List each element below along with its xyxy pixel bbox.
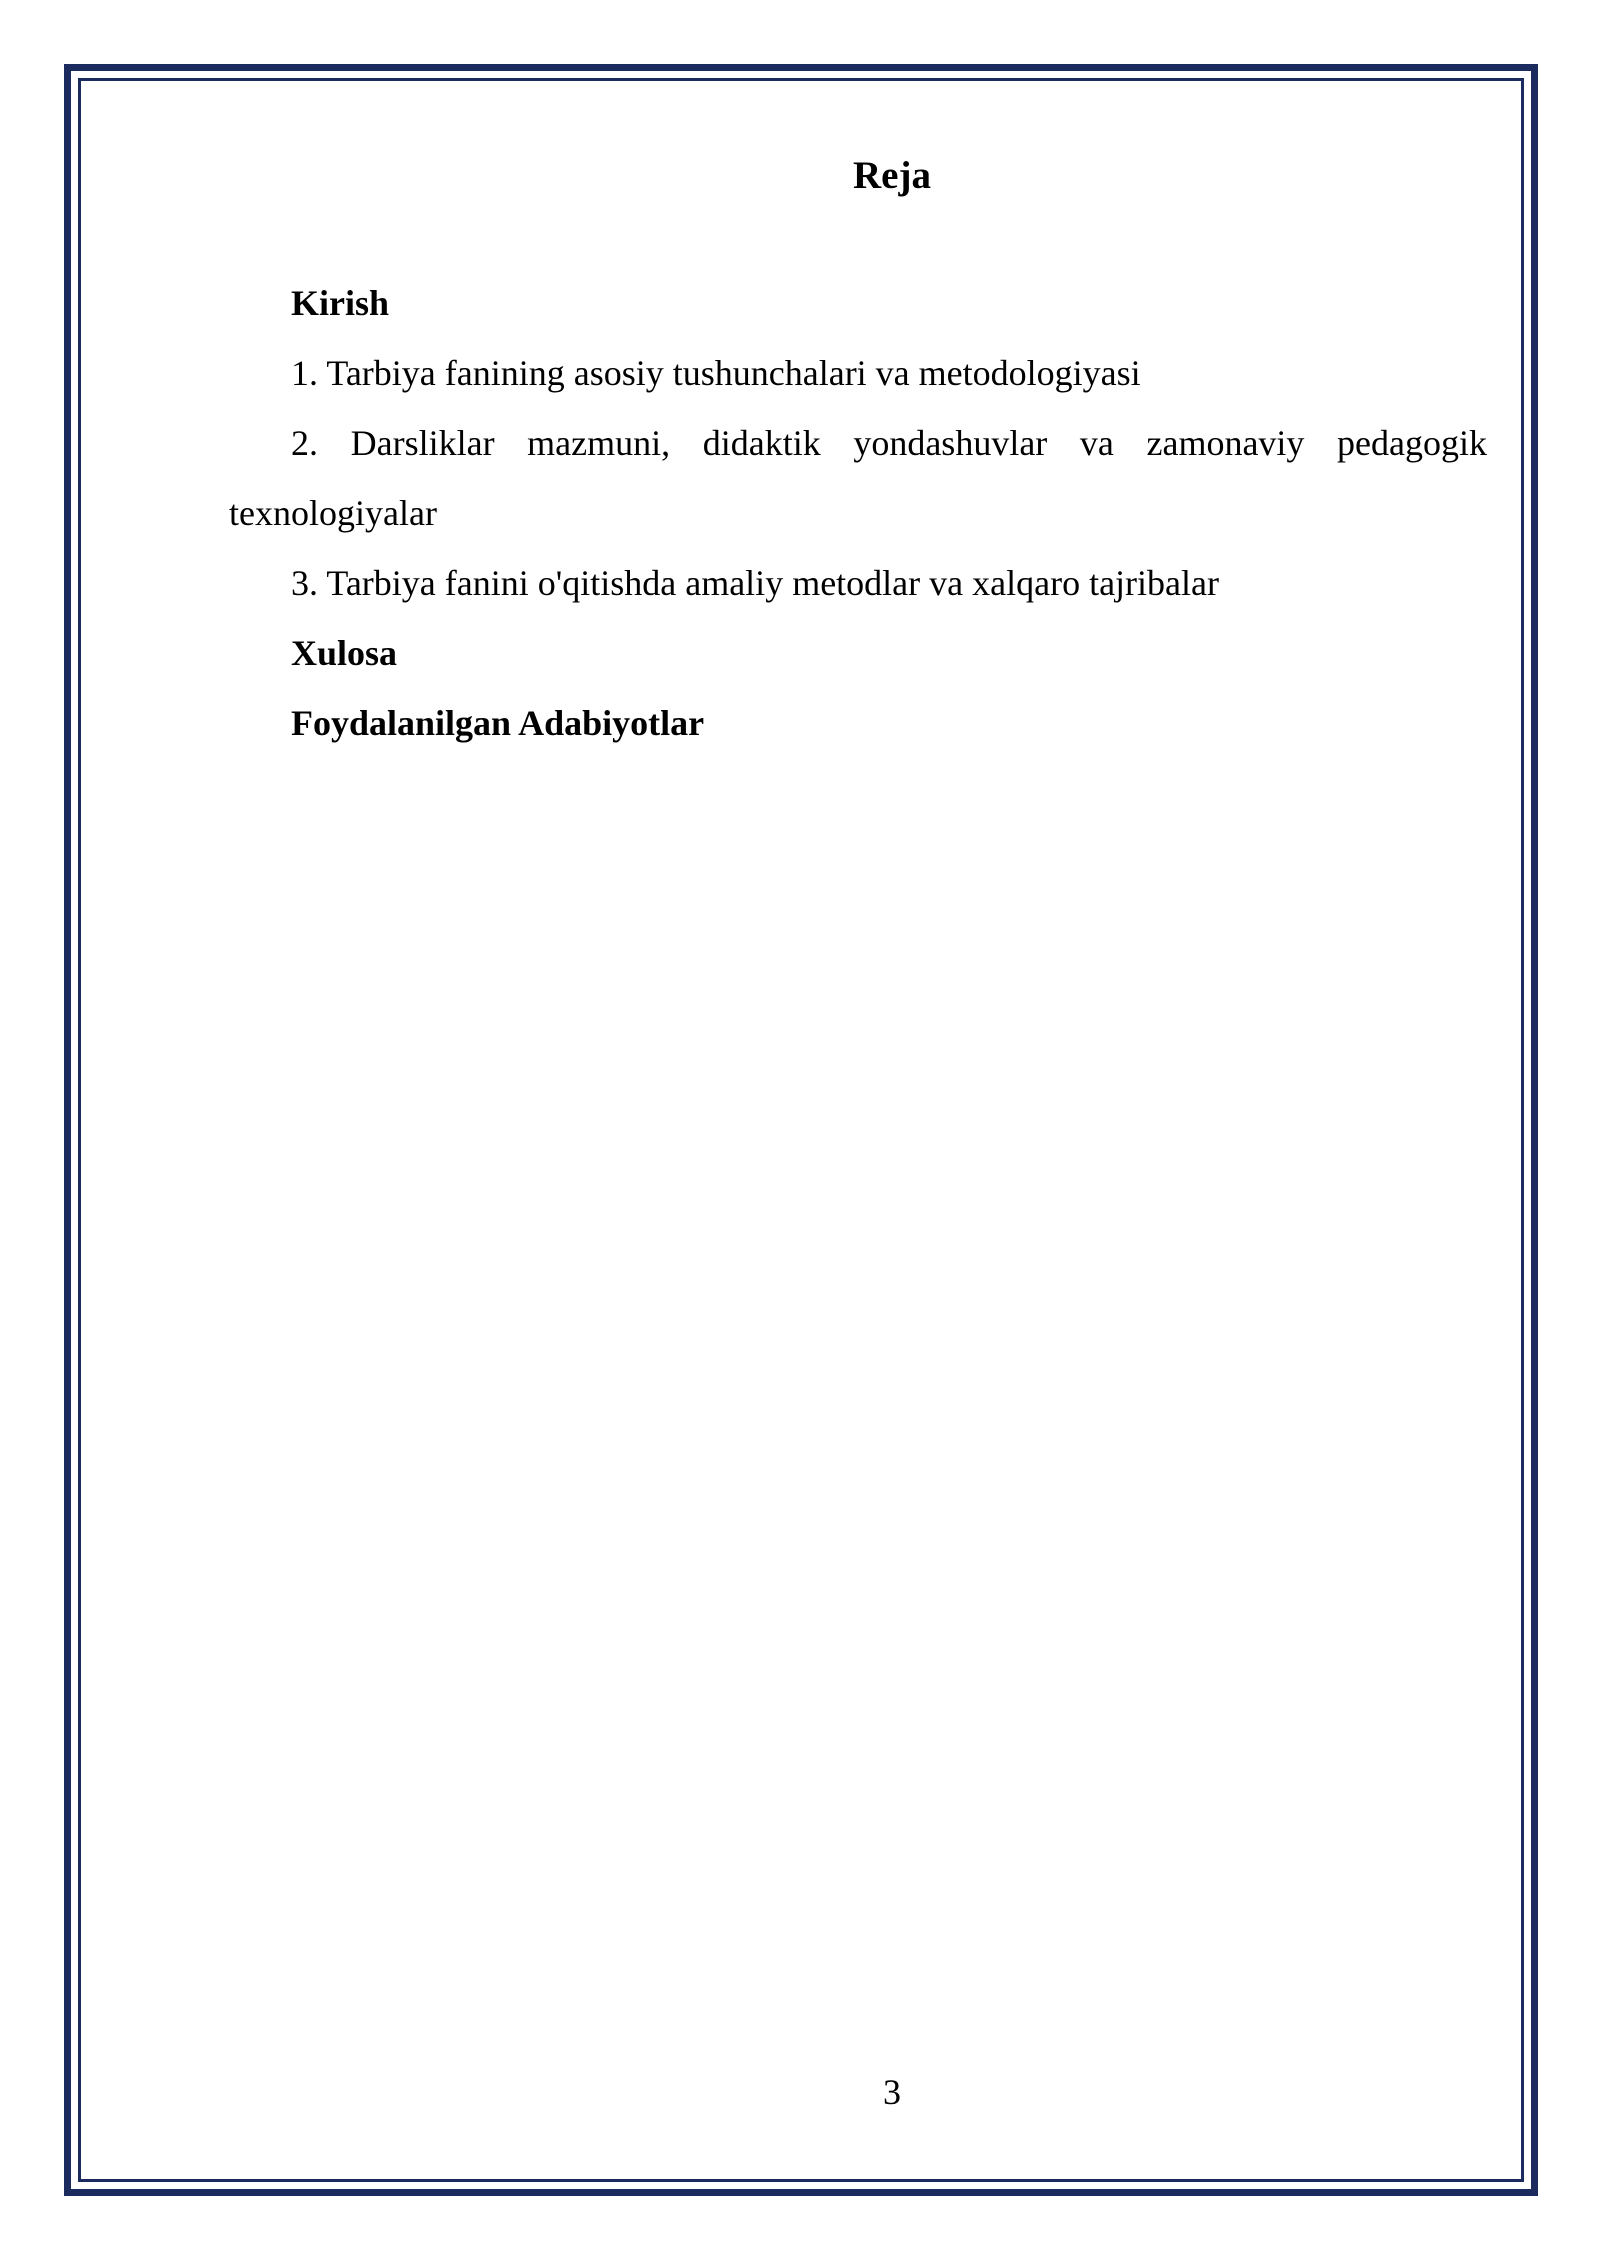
toc-conclusion: Xulosa	[291, 633, 398, 673]
page-number: 3	[883, 2072, 901, 2112]
toc-introduction: Kirish	[291, 283, 390, 323]
table-of-contents	[229, 268, 1487, 758]
toc-references: Foydalanilgan Adabiyotlar	[291, 703, 705, 743]
page-title: Reja	[853, 154, 931, 197]
toc-item-1: 1. Tarbiya fanining asosiy tushunchalari va metodologiyasi	[291, 353, 1141, 393]
toc-item-2: 2. Darsliklar mazmuni, didaktik yondashuvlar va zamonaviy pedagogik texnologiyalar	[229, 423, 1487, 533]
toc-item-3: 3. Tarbiya fanini o'qitishda amaliy metodlar va xalqaro tajribalar	[291, 563, 1219, 603]
